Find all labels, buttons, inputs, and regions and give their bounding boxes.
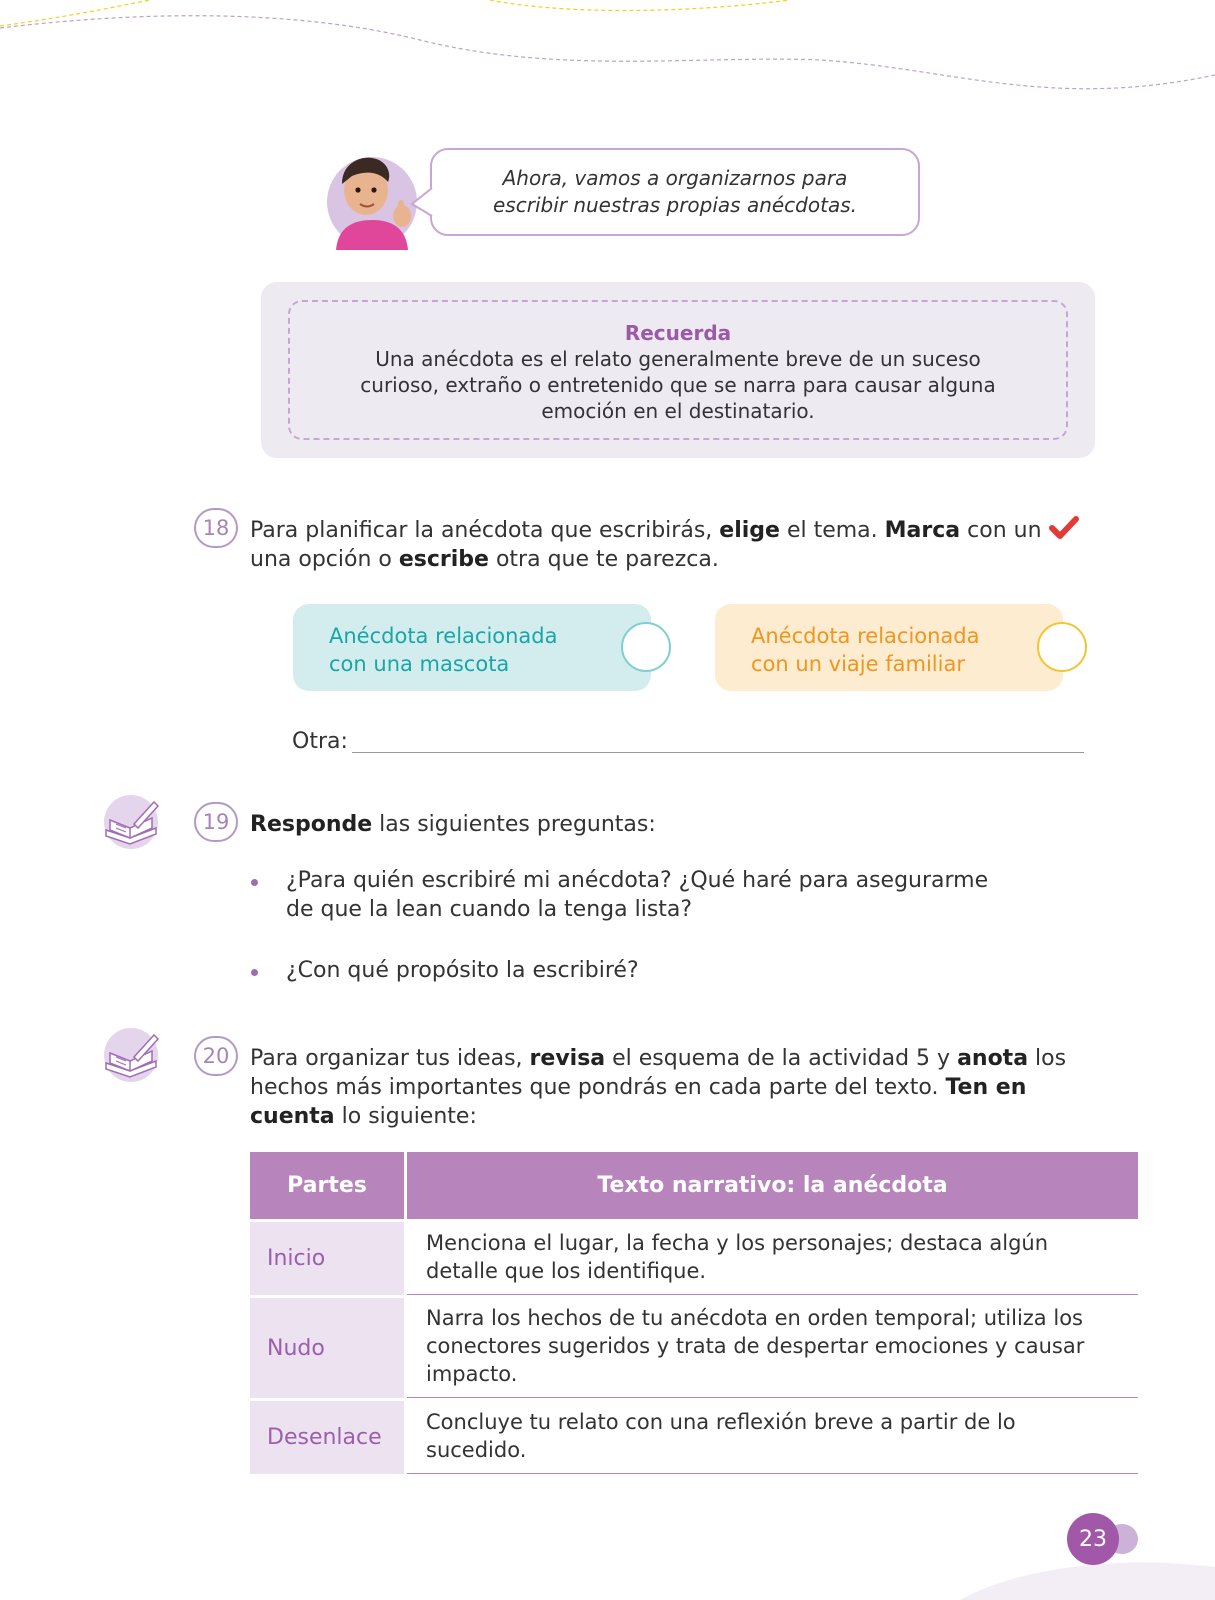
checkbox-circle-mascota[interactable] [621, 622, 671, 672]
option-mascota[interactable]: Anécdota relacionada con una mascota [293, 604, 651, 691]
speech-bubble-tail [410, 186, 436, 222]
speech-line-1: Ahora, vamos a organizarnos para [502, 166, 848, 190]
anecdota-parts-table [250, 1152, 1138, 1474]
question-2: ¿Con qué propósito la escribiré? [286, 958, 639, 983]
recuerda-inner [288, 300, 1068, 440]
activity-18-instructions [250, 516, 1090, 574]
other-label: Otra: [292, 729, 348, 754]
recuerda-title: Recuerda [624, 321, 732, 345]
checkbox-circle-viaje[interactable] [1037, 622, 1087, 672]
activity-20-instructions: Para organizar tus ideas, revisa el esquema de la actividad 5 y anota los hechos más importantes que pondrás en cada parte del texto. Ten en cuenta lo siguiente: [250, 1046, 1067, 1129]
table-part-desenlace: Desenlace [250, 1398, 407, 1474]
activity-number-18: 18 [194, 508, 238, 548]
checkmark-icon [1049, 516, 1079, 540]
bullet-icon [251, 879, 258, 886]
other-answer-line[interactable] [352, 752, 1084, 753]
table-header-partes: Partes [250, 1152, 407, 1219]
speech-line-2: escribir nuestras propias anécdotas. [493, 193, 857, 217]
speech-bubble [430, 148, 920, 236]
page-number: 23 [1067, 1513, 1119, 1565]
decorative-wave [0, 0, 1215, 110]
activity-number-19: 19 [194, 802, 238, 842]
writing-book-icon [100, 794, 162, 850]
table-header-texto: Texto narrativo: la anécdota [407, 1152, 1138, 1219]
table-text-inicio: Menciona el lugar, la fecha y los personajes; destaca algún detalle que los identifique. [407, 1219, 1138, 1295]
activity-number-20: 20 [194, 1036, 238, 1076]
bullet-icon [251, 969, 258, 976]
activity-18-line-1: Para planificar la anécdota que escribirás, elige el tema. Marca con un [250, 516, 1090, 545]
table-part-nudo: Nudo [250, 1295, 407, 1398]
recuerda-text: Una anécdota es el relato generalmente breve de un suceso curioso, extraño o entretenido que se narra para causar alguna emoción en el destinatario. [360, 347, 996, 423]
activity-18-line-2: una opción o escribe otra que te parezca. [250, 547, 719, 572]
table-part-inicio: Inicio [250, 1219, 407, 1295]
table-text-nudo: Narra los hechos de tu anécdota en orden temporal; utiliza los conectores sugeridos y trata de despertar emociones y causar impacto. [407, 1295, 1138, 1398]
writing-book-icon [100, 1027, 162, 1083]
activity-19-instructions: Responde las siguientes preguntas: [250, 812, 656, 837]
child-character-illustration [322, 150, 422, 250]
question-1: ¿Para quién escribiré mi anécdota? ¿Qué haré para asegurarme de que la lean cuando la tenga lista? [286, 868, 989, 922]
option-viaje-familiar[interactable]: Anécdota relacionada con un viaje familiar [715, 604, 1063, 691]
table-text-desenlace: Concluye tu relato con una reflexión breve a partir de lo sucedido. [407, 1398, 1138, 1474]
